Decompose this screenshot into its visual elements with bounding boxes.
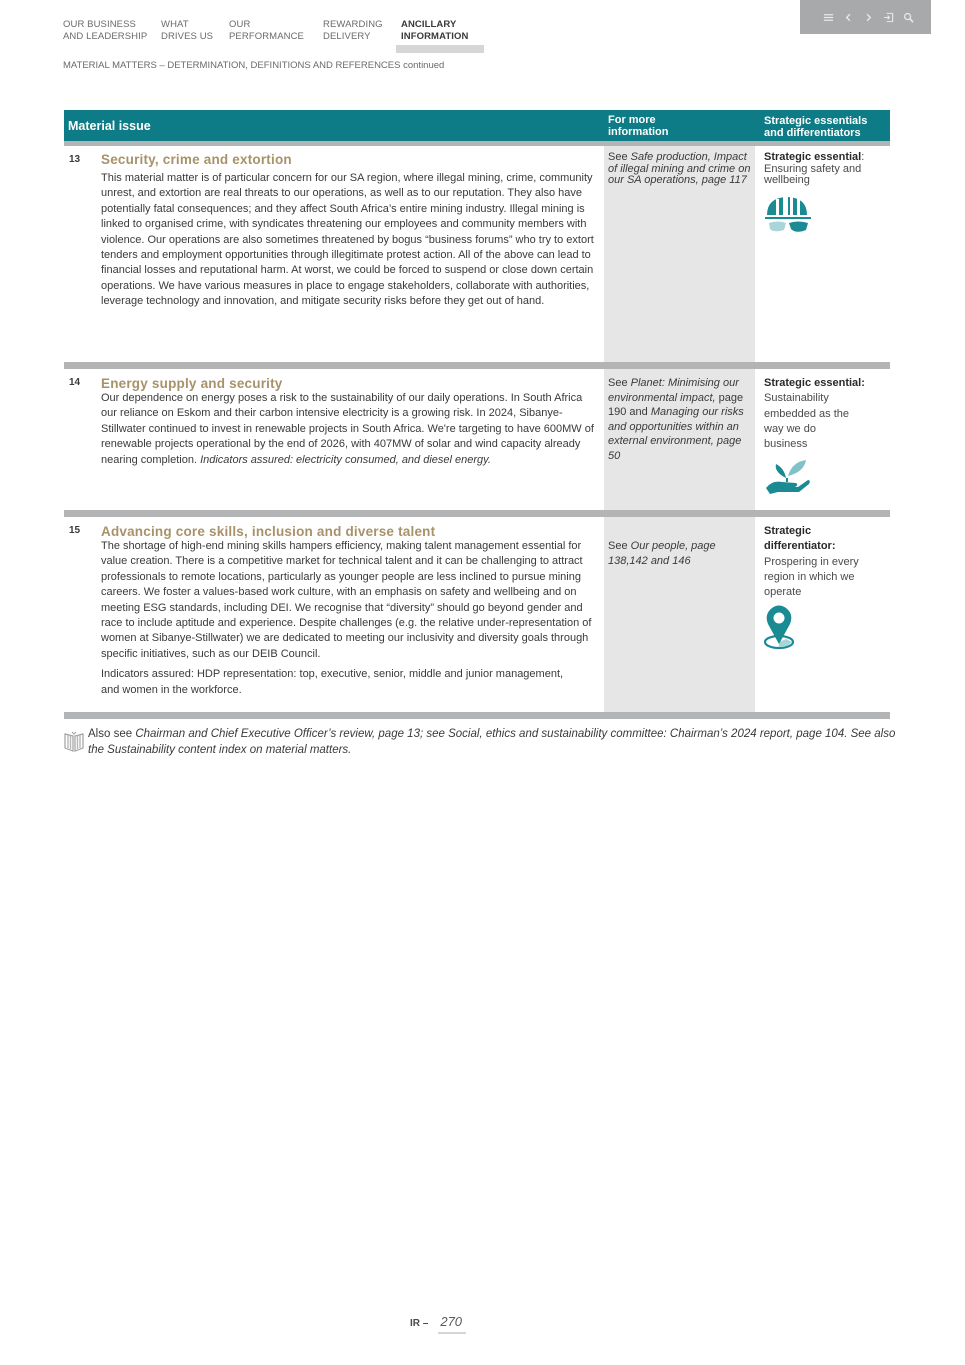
menu-icon[interactable]	[823, 11, 835, 23]
breadcrumb-text: MATERIAL MATTERS – DETERMINATION, DEFINITIONS AND REFERENCES	[63, 60, 401, 71]
info-cell	[604, 517, 755, 712]
report-label: IR –	[410, 1318, 429, 1329]
row-separator	[64, 510, 890, 517]
strategy-cell	[755, 146, 890, 362]
nav-label: DELIVERY	[323, 31, 371, 42]
row-separator	[64, 712, 890, 719]
row-separator	[64, 362, 890, 369]
table-row	[64, 146, 890, 362]
footnote-text	[88, 726, 900, 758]
info-text: See	[608, 377, 631, 389]
info-text: page 190 and	[608, 391, 744, 419]
top-navigation	[63, 19, 499, 43]
issue-cell	[64, 146, 604, 362]
issue-description: The shortage of high-end mining skills hampers efficiency, making talent management essential for value creation. There is a competitive market for technical talent and it can be challenging to attract professionals to remote locations, particularly as younger people are less inclined to pursue mining careers. We foster a values-based work culture, with an emphasis on safety and wellbeing and on meeting ESG standards, including DEI. We recognise that “diversity” should go beyond gender and race to include aptitude and experience. Despite challenges (e.g. the relative under-representation of women at Sibanye-Stillwater) we are dedicated to meeting our inclusivity and diversity goals through specific initiatives, such as our DEIB Council.	[101, 540, 592, 660]
strategy-cell	[755, 517, 890, 712]
header-material-issue: Material issue	[68, 119, 151, 133]
plant-in-hand-icon	[764, 456, 814, 502]
row-number: 13	[69, 154, 81, 165]
info-text: See	[608, 540, 631, 552]
header-strategic-essentials	[755, 110, 890, 141]
chevron-right-icon[interactable]	[863, 11, 875, 23]
breadcrumb	[63, 60, 444, 71]
info-link[interactable]: Our people, page 138,142 and 146	[608, 540, 716, 567]
nav-rewarding-delivery[interactable]	[323, 19, 383, 43]
footnote	[64, 726, 900, 758]
page-number-value: 270	[438, 1314, 466, 1334]
issue-title: Energy supply and security	[101, 376, 283, 391]
info-link[interactable]: Managing our risks and opportunities within an external environment, page 50	[608, 406, 744, 462]
nav-what-drives-us[interactable]	[161, 19, 214, 43]
nav-label: OUR BUSINESS	[63, 19, 136, 30]
page-toolbar	[800, 0, 931, 34]
nav-our-performance[interactable]	[229, 19, 305, 43]
issue-title: Security, crime and extortion	[101, 152, 292, 167]
info-cell	[604, 369, 755, 510]
search-icon[interactable]	[903, 11, 915, 23]
table-row	[64, 517, 890, 712]
row-number: 15	[69, 525, 81, 536]
nav-label: DRIVES US	[161, 31, 214, 42]
nav-label: ANCILLARY	[401, 19, 457, 30]
strategy-label: Strategic essential:	[764, 377, 865, 389]
row-number: 14	[69, 377, 81, 388]
active-nav-indicator	[396, 45, 484, 53]
header-text: information	[608, 126, 669, 138]
info-link[interactable]: Safe production, Impact of illegal mining and crime on our SA operations, page 117	[608, 151, 751, 186]
nav-label: AND LEADERSHIP	[63, 31, 148, 42]
table-row	[64, 369, 890, 510]
header-text: For more	[608, 114, 656, 126]
breadcrumb-suffix: continued	[400, 60, 445, 71]
nav-label: OUR	[229, 19, 251, 30]
issue-indicators: Indicators assured: HDP representation: top, executive, senior, middle and junior management, and women in the workforce.	[101, 668, 564, 696]
nav-label: INFORMATION	[401, 31, 469, 42]
location-pin-icon	[764, 604, 814, 650]
page-number	[410, 1314, 466, 1334]
book-icon	[64, 730, 84, 752]
issue-cell	[64, 517, 604, 712]
header-text: Strategic essentials	[764, 115, 868, 127]
nav-label: PERFORMANCE	[229, 31, 304, 42]
nav-label: REWARDING	[323, 19, 383, 30]
table-header	[64, 110, 890, 146]
strategy-label: Strategic essential	[764, 151, 862, 163]
info-cell	[604, 146, 755, 362]
issue-title: Advancing core skills, inclusion and diverse talent	[101, 524, 436, 539]
exit-icon[interactable]	[883, 11, 895, 23]
strategy-text: Sustainability embedded as the way we do business	[764, 392, 850, 451]
header-text: and differentiators	[764, 127, 861, 139]
strategy-colon: :	[861, 151, 865, 163]
footnote-references[interactable]: Chairman and Chief Executive Officer’s review, page 13; see Social, ethics and sustainability committee: Chairman’s 2024 report, page 104. See also the Sustainability content index on material matters.	[88, 728, 896, 756]
issue-text: Our dependence on energy poses a risk to the sustainability of our daily operations. In South Africa our reliance on Eskom and their carbon intensive electricity is a growing risk. In 2024, Sibanye-Stillwater continued to invest in renewable projects in South Africa. We're targeting to have 600MW of renewable projects operational by the end of 2026, with 407MW of solar and wind capacity already nearing completion.	[101, 392, 594, 466]
issue-description: This material matter is of particular concern for our SA region, where illegal mining, crime, community unrest, and extortion are real threats to our operations, as well as to our reputation. They also have potentially fatal consequences; and they affect South Africa’s entire mining industry. Illegal mining is linked to organised crime, with syndicates threatening our employees and community members with violence. Our operations are also sometimes threatened by bogus “business forums” who try to extort tenders and employment opportunities through illegitimate protest action. All of the above can lead to financial losses and reputational harm. At worst, we could be forced to suspend or close down certain operations. We have various measures in place to engage stakeholders, collaborate with authorities, leverage technology and innovation, and mitigate security risks before they get out of hand.	[101, 172, 594, 308]
issue-cell	[64, 369, 604, 510]
info-text: See	[608, 151, 631, 163]
issue-description	[101, 391, 604, 468]
safety-helmet-icon	[764, 193, 814, 239]
nav-our-business[interactable]	[63, 19, 148, 43]
material-issues-table	[64, 110, 890, 719]
info-link[interactable]: Planet: Minimising our environmental impact,	[608, 377, 739, 404]
strategy-text: Ensuring safety and wellbeing	[764, 162, 862, 186]
nav-label: WHAT	[161, 19, 189, 30]
issue-indicators: Indicators assured: electricity consumed, and diesel energy.	[200, 453, 491, 466]
strategy-label: Strategic differentiator:	[764, 525, 836, 553]
header-more-information	[604, 110, 755, 141]
chevron-left-icon[interactable]	[843, 11, 855, 23]
footnote-prefix: Also see	[88, 728, 136, 740]
strategy-text: Prospering in every region in which we operate	[764, 555, 859, 599]
strategy-cell	[755, 369, 890, 510]
nav-ancillary-information[interactable]	[401, 19, 481, 43]
